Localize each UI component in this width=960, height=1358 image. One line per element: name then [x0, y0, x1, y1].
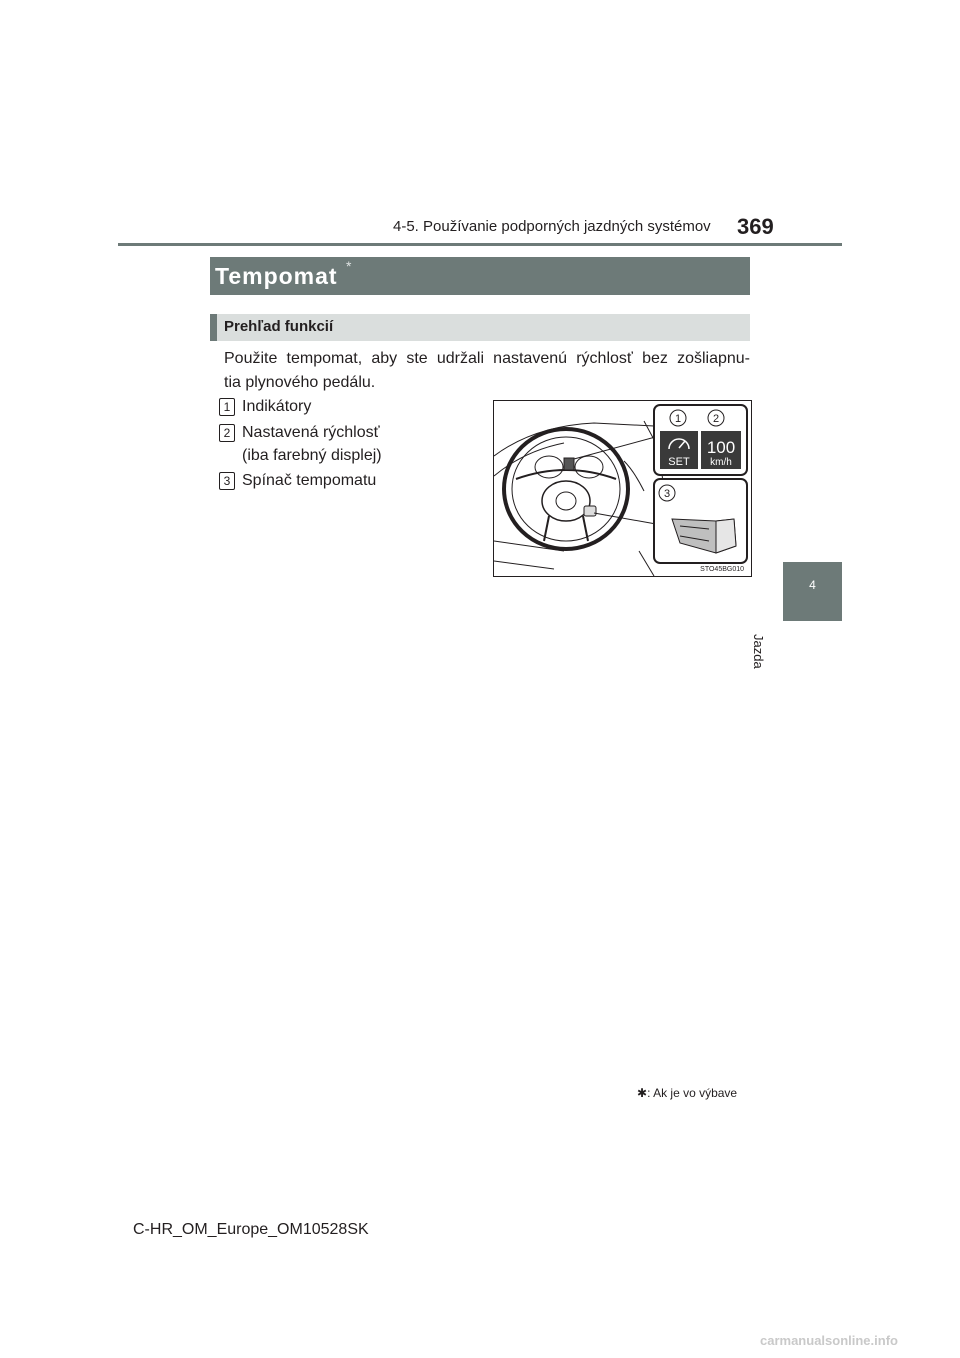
intro-paragraph	[224, 347, 750, 395]
intro-line-1: Použite tempomat, aby ste udržali nastavenú rýchlosť bez zošliapnu-	[224, 350, 750, 367]
page-title: Tempomat	[215, 263, 338, 289]
header-rule	[118, 243, 842, 246]
lever-outline	[584, 506, 596, 516]
steering-wheel-icon	[504, 429, 628, 549]
footnote	[637, 1086, 737, 1100]
set-speed-unit: km/h	[710, 457, 732, 468]
page-number: 369	[737, 214, 774, 239]
callout-1: 1	[674, 413, 682, 425]
callout-2: 2	[712, 413, 720, 425]
leader-line-switch	[594, 513, 656, 524]
document-id: C-HR_OM_Europe_OM10528SK	[133, 1221, 369, 1238]
item-1-text: Indikátory	[242, 398, 312, 415]
footnote-asterisk-icon: ✱	[637, 1086, 648, 1100]
intro-line-2: tia plynového pedálu.	[224, 374, 376, 391]
running-header-section: 4-5. Používanie podporných jazdných systémov	[393, 218, 711, 235]
item-number-3: 3	[219, 472, 235, 490]
chapter-tab-label: Jazda	[751, 634, 766, 669]
item-number-2: 2	[219, 424, 235, 442]
item-number-1: 1	[219, 398, 235, 416]
chapter-tab-number: 4	[809, 578, 816, 592]
switch-callout-box	[654, 479, 747, 563]
item-2-text-line-2: (iba farebný displej)	[242, 447, 382, 464]
set-indicator-label: SET	[668, 456, 690, 468]
cruise-control-illustration	[493, 400, 752, 577]
watermark: carmanualsonline.info	[760, 1333, 898, 1348]
gauge-cluster	[535, 456, 603, 478]
title-asterisk: *	[346, 258, 352, 274]
item-3-text: Spínač tempomatu	[242, 472, 377, 489]
subheading-accent	[210, 314, 217, 341]
subheading: Prehľad funkcií	[224, 318, 334, 335]
figure-code: STO45BG010	[700, 566, 744, 573]
footnote-text: : Ak je vo výbave	[647, 1086, 738, 1100]
display-callout-box	[654, 405, 747, 475]
callout-3: 3	[663, 488, 671, 500]
item-2-text-line-1: Nastavená rýchlosť	[242, 424, 380, 441]
set-speed-value: 100	[706, 438, 736, 457]
